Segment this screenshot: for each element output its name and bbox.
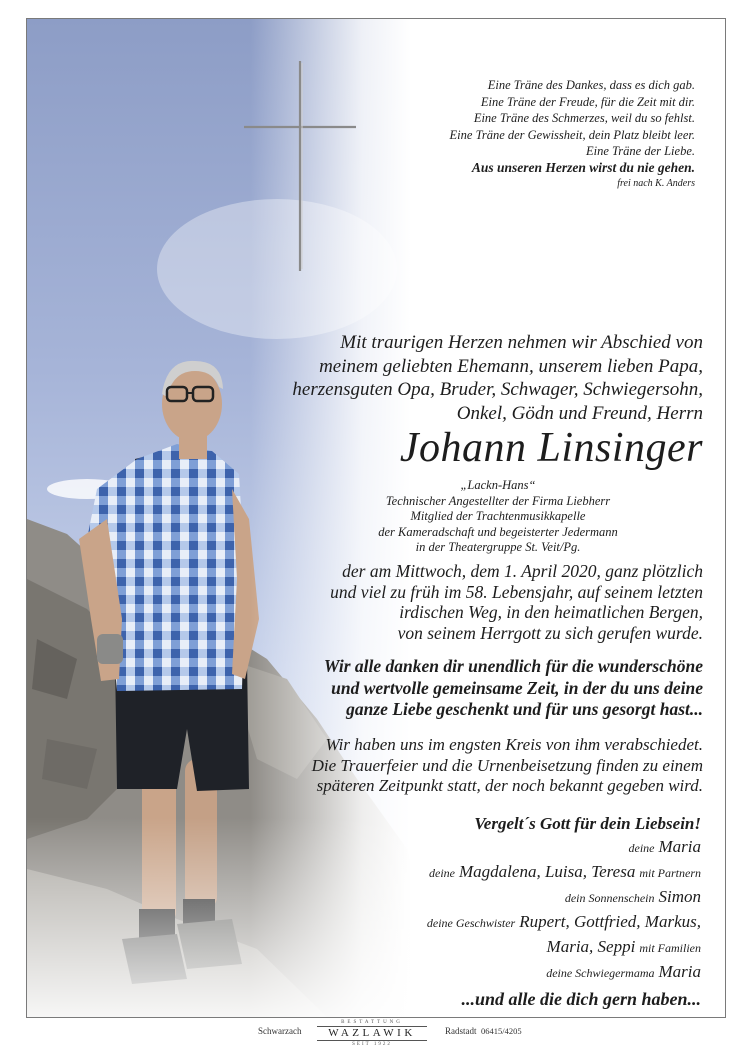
intro-text: [283, 331, 703, 425]
mourner-name: Maria: [658, 837, 701, 856]
closing-line: ...und alle die dich gern haben...: [461, 989, 701, 1009]
thanks-line: und wertvolle gemeinsame Zeit, in der du uns deine: [331, 677, 703, 698]
mourner-name: Maria: [658, 962, 701, 981]
logo-main: WAZLAWIK: [317, 1026, 427, 1041]
mourner-prefix: deine Schwiegermama: [546, 966, 655, 980]
nickname: „Lackn-Hans“: [460, 478, 536, 492]
bio-line: der Kameradschaft und begeisterter Jedermann: [378, 524, 618, 539]
mourner-prefix: dein Sonnenschein: [564, 891, 655, 905]
mourner-suffix: mit Partnern: [639, 866, 701, 880]
intro-line: herzensguten Opa, Bruder, Schwager, Schwiegersohn,: [292, 379, 703, 400]
death-line: und viel zu früh im 58. Lebensjahr, auf seinem letzten: [330, 581, 703, 602]
farewell-line: Wir haben uns im engsten Kreis von ihm verabschiedet.: [325, 735, 703, 754]
biography: [333, 478, 663, 556]
poem-line: Eine Träne der Gewissheit, dein Platz bleibt leer.: [449, 127, 695, 142]
mourner-name: Simon: [658, 887, 701, 906]
death-line: von seinem Herrgott zu sich gerufen wurde.: [397, 622, 703, 643]
bio-line: Mitglied der Trachtenmusikkapelle: [410, 509, 586, 523]
poem-line: Eine Träne des Schmerzes, weil du so fehlst.: [473, 111, 695, 125]
mourner-name: Magdalena, Luisa, Teresa: [459, 862, 636, 881]
cross-icon: [244, 61, 356, 271]
intro-line: Mit traurigen Herzen nehmen wir Abschied von: [340, 332, 703, 353]
bio-line: Technischer Angestellter der Firma Liebherr: [385, 493, 611, 508]
farewell-line: späteren Zeitpunkt statt, der noch bekannt gegeben wird.: [316, 776, 703, 795]
footer-town-right: Radstadt: [445, 1026, 477, 1036]
death-line: irdischen Weg, in den heimatlichen Bergen,: [399, 602, 703, 622]
logo-bottom: SEIT 1922: [352, 1042, 392, 1047]
thanks-line: ganze Liebe geschenkt und für uns gesorgt hast...: [346, 699, 703, 719]
intro-line: Onkel, Gödn und Freund, Herrn: [456, 402, 703, 424]
mourners-list: [241, 812, 701, 1011]
deceased-name: Johann Linsinger: [399, 425, 703, 471]
obituary-card: [26, 18, 726, 1018]
mourner-siblings-cont: [241, 935, 701, 960]
death-line: der am Mittwoch, dem 1. April 2020, ganz plötzlich: [342, 561, 703, 581]
poem-line: Eine Träne der Freude, für die Zeit mit dir.: [480, 94, 695, 109]
mourner-children: [241, 860, 701, 885]
mourner-prefix: deine Geschwister: [426, 916, 516, 930]
logo-top: BESTATTUNG: [341, 1020, 403, 1025]
memorial-poem: [365, 77, 695, 193]
death-notice: [283, 561, 703, 643]
bio-line: in der Theatergruppe St. Veit/Pg.: [415, 540, 581, 554]
mourner-wife: [241, 835, 701, 860]
mourner-suffix: mit Familien: [639, 941, 701, 955]
poem-line: Eine Träne der Liebe.: [585, 144, 695, 158]
poem-closing: Aus unseren Herzen wirst du nie gehen.: [471, 159, 695, 175]
farewell-line: Die Trauerfeier und die Urnenbeisetzung finden zu einem: [311, 755, 703, 775]
mourner-motherinlaw: [241, 960, 701, 985]
farewell-text: [263, 735, 703, 797]
footer-phone: 06415/4205: [481, 1026, 522, 1036]
thanks-line: Wir alle danken dir unendlich für die wunderschöne: [323, 656, 703, 676]
funeral-home-logo: [313, 1020, 431, 1050]
mourner-prefix: deine: [429, 866, 456, 880]
mourner-grandchild: [241, 885, 701, 910]
mourner-name: Maria, Seppi: [546, 937, 636, 956]
intro-line: meinem geliebten Ehemann, unserem lieben Papa,: [319, 355, 703, 377]
mourner-name: Rupert, Gottfried, Markus,: [519, 912, 701, 931]
mourner-siblings: [241, 910, 701, 935]
vergelt-line: Vergelt´s Gott für dein Liebsein!: [474, 814, 701, 833]
poem-credit: frei nach K. Anders: [617, 178, 695, 189]
mourner-prefix: deine: [628, 841, 655, 855]
poem-line: Eine Träne des Dankes, dass es dich gab.: [487, 78, 695, 92]
footer-town-left: Schwarzach: [258, 1026, 302, 1036]
thanks-text: [283, 656, 703, 721]
footer: [0, 1018, 750, 1060]
